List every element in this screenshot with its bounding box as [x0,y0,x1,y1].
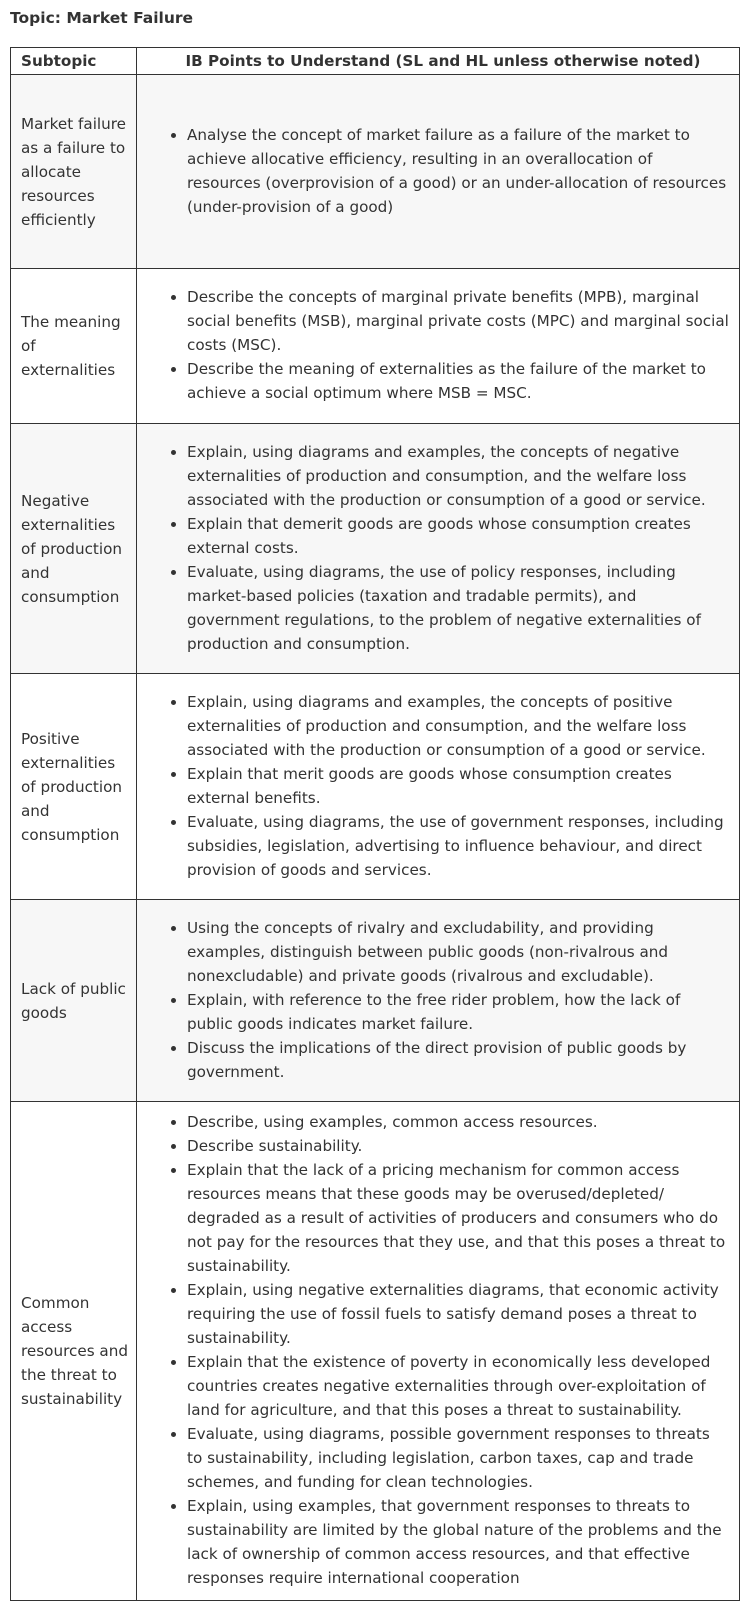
list-item: • Explain that demerit goods are goods whose consumption creates external costs. [187,512,729,560]
points-list [137,1110,729,1590]
table-row [11,900,740,1102]
points-cell [137,900,740,1102]
table-row [11,269,740,424]
points-list [137,285,729,405]
list-item: • Evaluate, using diagrams, the use of government responses, including subsidies, legislation, advertising to influence behaviour, and direct provision of goods and services. [187,810,729,882]
list-item: • Describe sustainability. [187,1134,729,1158]
list-item: • Describe the meaning of externalities as the failure of the market to achieve a social optimum where MSB = MSC. [187,357,729,405]
subtopic-cell: Market failure as a failure to allocate resources efficiently [11,75,137,269]
list-item: • Describe the concepts of marginal private benefits (MPB), marginal social benefits (MSB), marginal private costs (MPC) and marginal social costs (MSC). [187,285,729,357]
subtopic-cell: Lack of public goods [11,900,137,1102]
list-item: • Explain, using diagrams and examples, the concepts of negative externalities of production and consumption, and the welfare loss associated with the production or consumption of a good or service. [187,440,729,512]
list-item: • Explain, using negative externalities diagrams, that economic activity requiring the use of fossil fuels to satisfy demand poses a threat to sustainability. [187,1278,729,1350]
points-list [137,123,729,219]
points-cell [137,269,740,424]
points-list [137,440,729,656]
subtopic-column-header: Subtopic [11,48,137,75]
points-list [137,690,729,882]
list-item: • Explain that the lack of a pricing mechanism for common access resources means that these goods may be overused/depleted/ degraded as a result of activities of producers and consumers who do not pay for the resources that they use, and that this poses a threat to sustainability. [187,1158,729,1278]
points-cell [137,75,740,269]
points-cell [137,1102,740,1601]
list-item: • Explain, using examples, that government responses to threats to sustainability are limited by the global nature of the problems and the lack of ownership of common access resources, and that effective responses require international cooperation [187,1494,729,1590]
table-row [11,674,740,900]
list-item: • Discuss the implications of the direct provision of public goods by government. [187,1036,729,1084]
list-item: • Evaluate, using diagrams, possible government responses to threats to sustainability, including legislation, carbon taxes, cap and trade schemes, and funding for clean technologies. [187,1422,729,1494]
subtopic-cell: The meaning of externalities [11,269,137,424]
list-item: • Explain that merit goods are goods whose consumption creates external benefits. [187,762,729,810]
points-cell [137,424,740,674]
table-row [11,1102,740,1601]
list-item: • Analyse the concept of market failure as a failure of the market to achieve allocative efficiency, resulting in an overallocation of resources (overprovision of a good) or an under-allocation of resources (under-provision of a good) [187,123,729,219]
subtopic-cell: Negative externalities of production and consumption [11,424,137,674]
list-item: • Evaluate, using diagrams, the use of policy responses, including market-based policies (taxation and tradable permits), and government regulations, to the problem of negative externalities of production and consumption. [187,560,729,656]
points-cell [137,674,740,900]
syllabus-table [10,47,740,1601]
list-item: • Describe, using examples, common access resources. [187,1110,729,1134]
list-item: • Explain that the existence of poverty in economically less developed countries creates negative externalities through over-exploitation of land for agriculture, and that this poses a threat to sustainability. [187,1350,729,1422]
table-row [11,424,740,674]
table-row [11,75,740,269]
list-item: • Explain, using diagrams and examples, the concepts of positive externalities of production and consumption, and the welfare loss associated with the production or consumption of a good or service. [187,690,729,762]
subtopic-cell: Positive externalities of production and consumption [11,674,137,900]
points-column-header: IB Points to Understand (SL and HL unless otherwise noted) [137,48,740,75]
list-item: • Using the concepts of rivalry and excludability, and providing examples, distinguish between public goods (non-rivalrous and nonexcludable) and private goods (rivalrous and excludable). [187,916,729,988]
subtopic-cell: Common access resources and the threat to sustainability [11,1102,137,1601]
header-row [11,48,740,75]
topic-title: Topic: Market Failure [10,9,194,27]
list-item: • Explain, with reference to the free rider problem, how the lack of public goods indicates market failure. [187,988,729,1036]
points-list [137,916,729,1084]
